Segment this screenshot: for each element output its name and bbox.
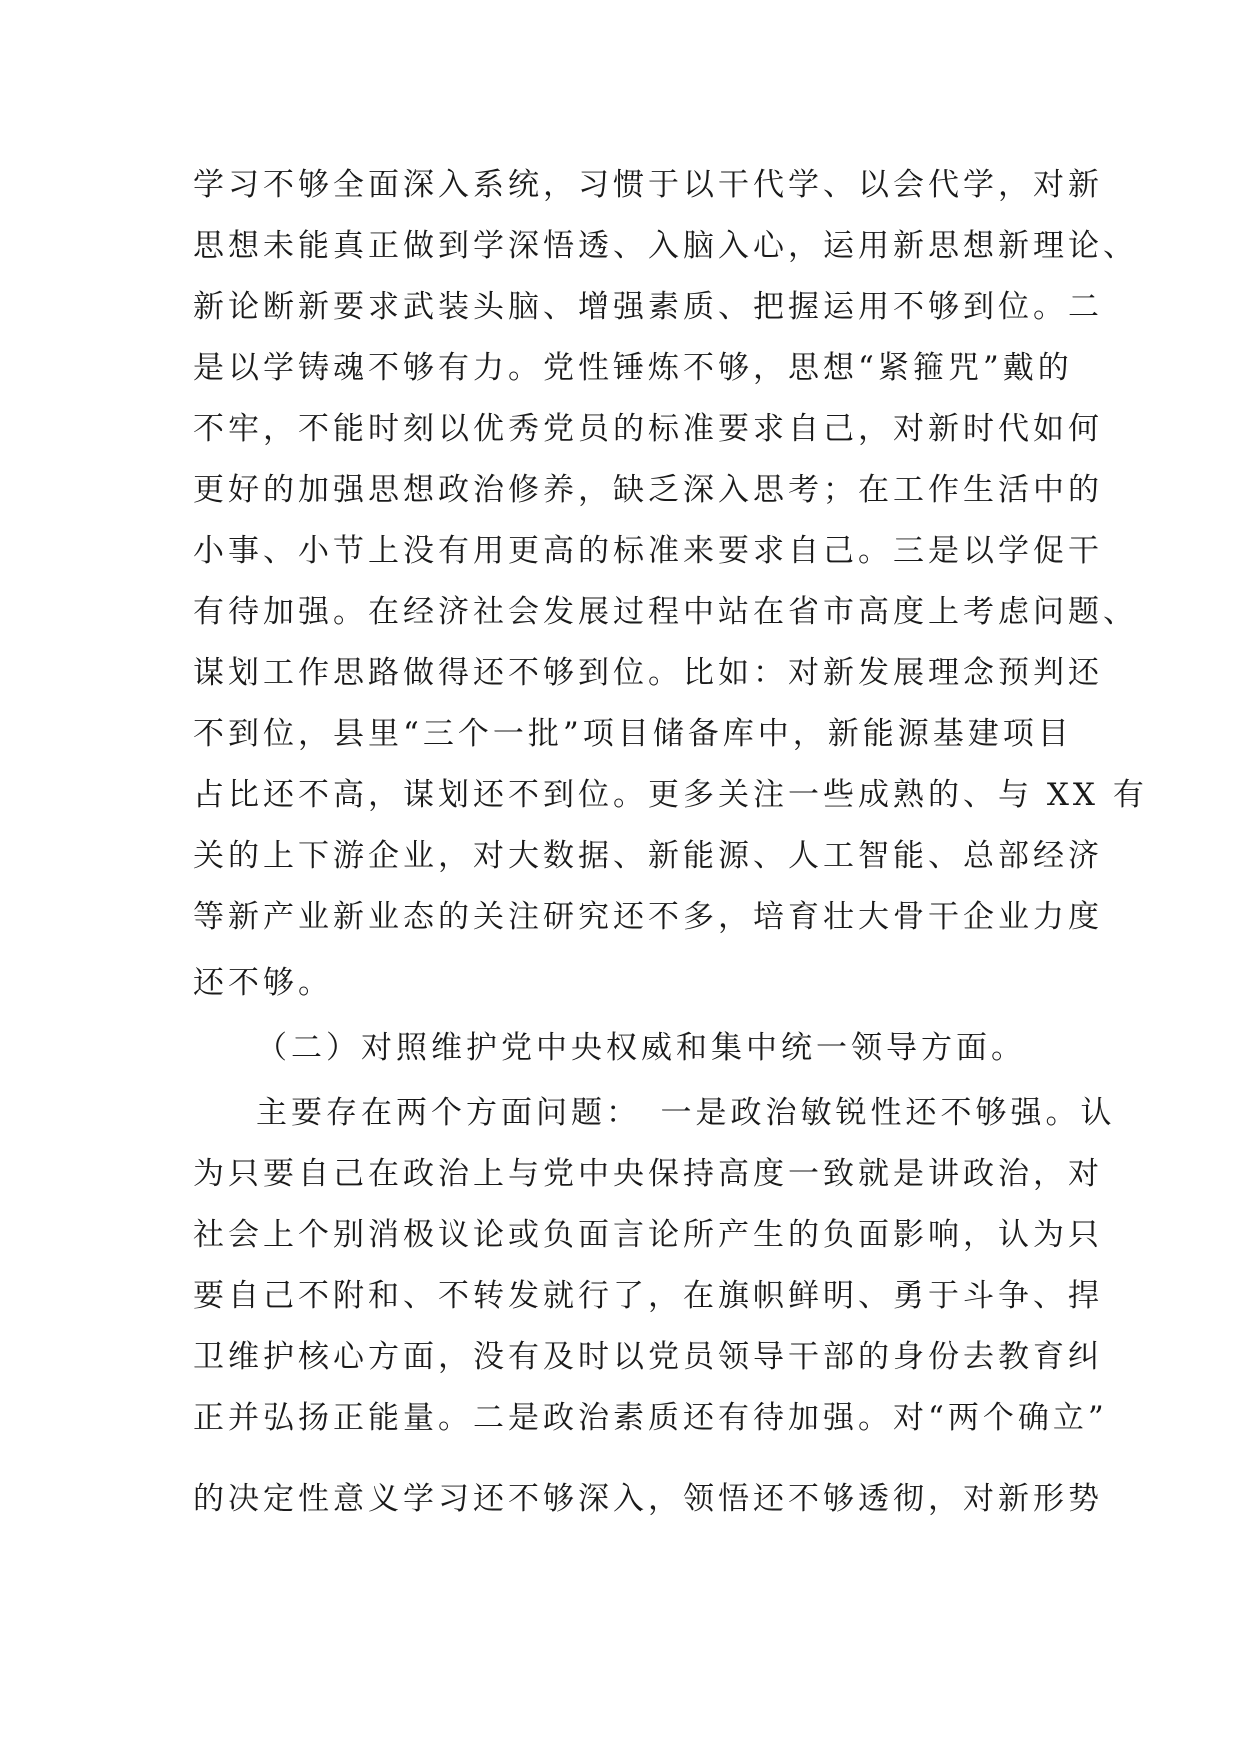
text-line: 的决定性意义学习还不够深入，领悟还不够透彻，对新形势 (193, 1481, 1103, 1517)
text-line: 关的上下游企业，对大数据、新能源、人工智能、总部经济 (193, 838, 1103, 874)
text-line: 社会上个别消极议论或负面言论所产生的负面影响，认为只 (193, 1217, 1103, 1253)
text-line: 为只要自己在政治上与党中央保持高度一致就是讲政治，对 (193, 1156, 1103, 1192)
text-line: 小事、小节上没有用更高的标准来要求自己。三是以学促干 (193, 533, 1103, 569)
text-line: 更好的加强思想政治修养，缺乏深入思考；在工作生活中的 (193, 472, 1103, 508)
text-line: 思想未能真正做到学深悟透、入脑入心，运用新思想新理论、 (193, 228, 1138, 264)
text-line: 要自己不附和、不转发就行了，在旗帜鲜明、勇于斗争、捍 (193, 1278, 1103, 1314)
text-line: 占比还不高，谋划还不到位。更多关注一些成熟的、与 XX 有 (193, 777, 1148, 813)
text-line: 是以学铸魂不够有力。党性锤炼不够，思想“紧箍咒”戴的 (193, 350, 1073, 386)
text-line: 正并弘扬正能量。二是政治素质还有待加强。对“两个确立” (193, 1400, 1108, 1436)
text-line: 等新产业新业态的关注研究还不多，培育壮大骨干企业力度 (193, 899, 1103, 935)
text-line: 谋划工作思路做得还不够到位。比如：对新发展理念预判还 (193, 655, 1103, 691)
text-line: 新论断新要求武装头脑、增强素质、把握运用不够到位。二 (193, 289, 1103, 325)
text-line: 学习不够全面深入系统，习惯于以干代学、以会代学，对新 (193, 167, 1103, 203)
text-line: 有待加强。在经济社会发展过程中站在省市高度上考虑问题、 (193, 594, 1138, 630)
text-line: 卫维护核心方面，没有及时以党员领导干部的身份去教育纠 (193, 1339, 1103, 1375)
section-heading: （二）对照维护党中央权威和集中统一领导方面。 (256, 1030, 1026, 1066)
paragraph-first-line: 主要存在两个方面问题： 一是政治敏锐性还不够强。认 (256, 1095, 1116, 1131)
text-line: 还不够。 (193, 965, 333, 1001)
text-line: 不到位，县里“三个一批”项目储备库中，新能源基建项目 (193, 716, 1073, 752)
text-line: 不牢，不能时刻以优秀党员的标准要求自己，对新时代如何 (193, 411, 1103, 447)
